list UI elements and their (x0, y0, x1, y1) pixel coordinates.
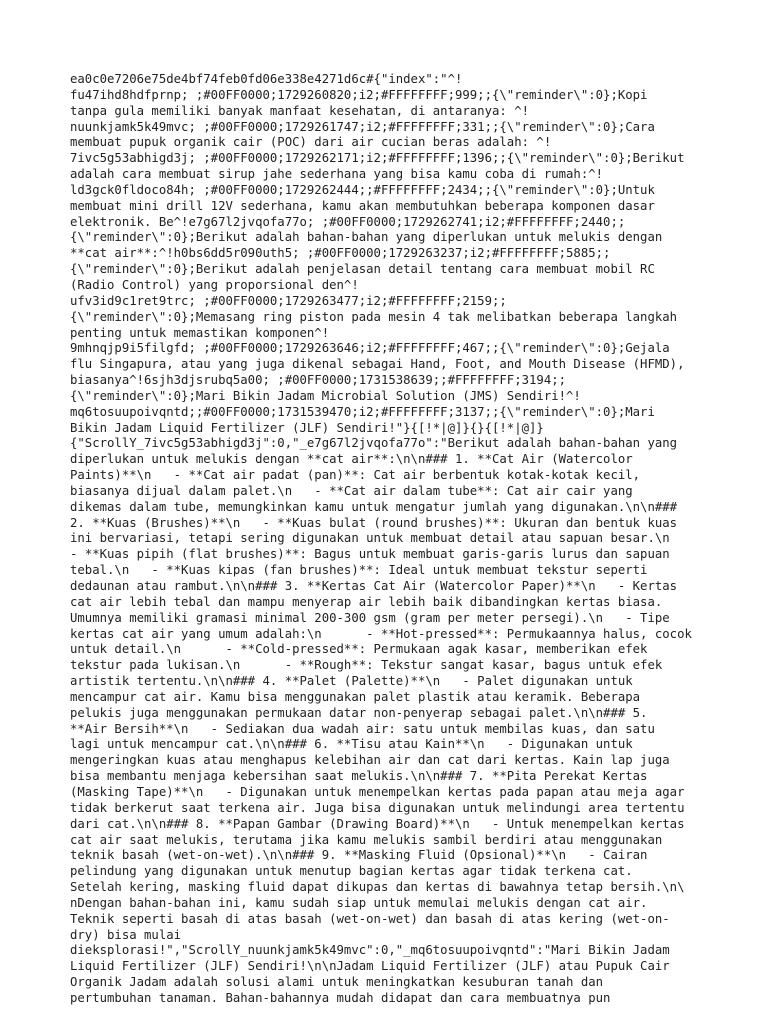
text-line: dikemas dalam tube, memungkinkan kamu untuk mengatur jumlah yang digunakan.\n\n### (70, 499, 678, 514)
text-line: nuunkjamk5k49mvc; ;#00FF0000;1729261747;i2;#FFFFFFFF;331;;{\"reminder\":0};Cara (70, 119, 655, 134)
text-line: biasanya dijual dalam palet.\n - **Cat air dalam tube**: Cat air cair yang (70, 483, 633, 498)
text-line: membuat mini drill 12V sederhana, kamu akan membutuhkan beberapa komponen dasar (70, 198, 655, 213)
text-line: Teknik seperti basah di atas basah (wet-on-wet) dan basah di atas kering (wet-on- (70, 911, 670, 926)
text-line: Liquid Fertilizer (JLF) Sendiri!\n\nJadam Liquid Fertilizer (JLF) atau Pupuk Cair (70, 959, 670, 974)
text-line: kertas cat air yang umum adalah:\n - **Hot-pressed**: Permukaannya halus, cocok (70, 626, 692, 641)
text-line: cat air lebih tebal dan mampu menyerap air lebih baik dibandingkan kertas biasa. (70, 594, 663, 609)
text-line: pelindung yang digunakan untuk menutup bagian kertas agar tidak terkena cat. (70, 864, 633, 879)
text-line: pertumbuhan tanaman. Bahan-bahannya mudah didapat dan cara membuatnya pun (70, 990, 611, 1005)
text-line: lagi untuk mencampur cat.\n\n### 6. **Tisu atau Kain**\n - Digunakan untuk (70, 737, 633, 752)
text-line: mencampur cat air. Kamu bisa menggunakan palet plastik atau keramik. Beberapa (70, 689, 641, 704)
text-line: dari cat.\n\n### 8. **Papan Gambar (Drawing Board)**\n - Untuk menempelkan kertas (70, 816, 685, 831)
text-line: - **Kuas pipih (flat brushes)**: Bagus untuk membuat garis-garis lurus dan sapuan (70, 547, 670, 562)
text-line: ea0c0e7206e75de4bf74feb0fd06e338e4271d6c#{"index":"^! (70, 72, 463, 86)
text-line: mq6tosuupoivqntd;;#00FF0000;1731539470;i2;#FFFFFFFF;3137;;{\"reminder\":0};Mari (70, 404, 655, 419)
text-line: 7ivc5g53abhigd3j; ;#00FF0000;1729262171;i2;#FFFFFFFF;1396;;{\"reminder\":0};Berikut (70, 151, 685, 166)
text-line: untuk detail.\n - **Cold-pressed**: Permukaan agak kasar, memberikan efek (70, 642, 648, 657)
text-line: Bikin Jadam Liquid Fertilizer (JLF) Sendiri!"}{[!*|@]}{}{[!*|@]} (70, 420, 544, 435)
text-line: {"ScrollY_7ivc5g53abhigd3j":0,"_e7g67l2jvqofa77o":"Berikut adalah bahan-bahan yang (70, 436, 678, 451)
text-line: **cat air**:^!h0bs6dd5r090uth5; ;#00FF0000;1729263237;i2;#FFFFFFFF;5885;; (70, 246, 611, 261)
text-line: penting untuk memastikan komponen^! (70, 325, 330, 340)
text-line: tebal.\n - **Kuas kipas (fan brushes)**: Ideal untuk membuat tekstur seperti (70, 563, 648, 578)
text-line: flu Singapura, atau yang juga dikenal sebagai Hand, Foot, and Mouth Disease (HFMD), (70, 357, 685, 372)
text-line: dry) bisa mulai (70, 927, 182, 942)
text-line: pelukis juga menggunakan permukaan datar non-penyerap sebagai palet.\n\n### 5. (70, 705, 648, 720)
text-line: ini bervariasi, tetapi sering digunakan untuk membuat detail atau sapuan besar.\n (70, 531, 670, 546)
text-line: cat air saat melukis, terutama jika kamu melukis sambil berdiri atau menggunakan (70, 832, 663, 847)
text-line: tanpa gula memiliki banyak manfaat kesehatan, di antaranya: ^! (70, 103, 530, 118)
text-line: (Masking Tape)**\n - Digunakan untuk menempelkan kertas pada papan atau meja agar (70, 784, 685, 799)
text-line: Umumnya memiliki gramasi minimal 200-300 gsm (gram per meter persegi).\n - Tipe (70, 610, 670, 625)
text-line: **Air Bersih**\n - Sediakan dua wadah air: satu untuk membilas kuas, dan satu (70, 721, 655, 736)
text-line: teknik basah (wet-on-wet).\n\n### 9. **Masking Fluid (Opsional)**\n - Cairan (70, 848, 648, 863)
text-line: diperlukan untuk melukis dengan **cat air**:\n\n### 1. **Cat Air (Watercolor (70, 452, 633, 467)
text-line: (Radio Control) yang proporsional den^! (70, 277, 359, 292)
text-line: {\"reminder\":0};Berikut adalah bahan-bahan yang diperlukan untuk melukis dengan (70, 230, 663, 245)
text-line: ufv3id9c1ret9trc; ;#00FF0000;1729263477;i2;#FFFFFFFF;2159;; (70, 293, 507, 308)
raw-text-content (70, 72, 710, 1007)
text-line: adalah cara membuat sirup jahe sederhana yang bisa kamu coba di rumah:^! (70, 167, 604, 182)
text-line: tidak berkerut saat terkena air. Juga bisa digunakan untuk melindungi area tertentu (70, 800, 685, 815)
text-line: bisa membantu menjaga kebersihan saat melukis.\n\n### 7. **Pita Perekat Kertas (70, 769, 648, 784)
text-line: tekstur pada lukisan.\n - **Rough**: Tekstur sangat kasar, bagus untuk efek (70, 658, 663, 673)
text-line: {\"reminder\":0};Berikut adalah penjelasan detail tentang cara membuat mobil RC (70, 262, 655, 277)
text-line: membuat pupuk organik cair (POC) dari air cucian beras adalah: ^! (70, 135, 552, 150)
text-line: dieksplorasi!","ScrollY_nuunkjamk5k49mvc":0,"_mq6tosuupoivqntd":"Mari Bikin Jadam (70, 943, 670, 958)
text-line: Setelah kering, masking fluid dapat dikupas dan kertas di bawahnya tetap bersih.\n\ (70, 880, 685, 895)
text-line: Organik Jadam adalah solusi alami untuk meningkatkan kesuburan tanah dan (70, 975, 604, 990)
text-line: {\"reminder\":0};Memasang ring piston pada mesin 4 tak melibatkan beberapa langkah (70, 309, 678, 324)
text-line: 2. **Kuas (Brushes)**\n - **Kuas bulat (round brushes)**: Ukuran dan bentuk kuas (70, 515, 678, 530)
text-line: dedaunan atau rambut.\n\n### 3. **Kertas Cat Air (Watercolor Paper)**\n - Kertas (70, 579, 678, 593)
text-line: fu47ihd8hdfprnp; ;#00FF0000;1729260820;i2;#FFFFFFFF;999;;{\"reminder\":0};Kopi (70, 87, 648, 102)
text-line: elektronik. Be^!e7g67l2jvqofa77o; ;#00FF0000;1729262741;i2;#FFFFFFFF;2440;; (70, 214, 626, 229)
text-line: nDengan bahan-bahan ini, kamu sudah siap untuk memulai melukis dengan cat air. (70, 895, 648, 910)
text-line: biasanya^!6sjh3djsrubq5a00; ;#00FF0000;1731538639;;#FFFFFFFF;3194;; (70, 373, 567, 388)
text-line: {\"reminder\":0};Mari Bikin Jadam Microbial Solution (JMS) Sendiri!^! (70, 388, 581, 403)
text-line: 9mhnqjp9i5filgfd; ;#00FF0000;1729263646;i2;#FFFFFFFF;467;;{\"reminder\":0};Gejala (70, 341, 670, 356)
text-line: mengeringkan kuas atau menghapus kelebihan air dan cat dari kertas. Kain lap juga (70, 753, 670, 768)
text-line: artistik tertentu.\n\n### 4. **Palet (Palette)**\n - Palet digunakan untuk (70, 674, 633, 689)
text-line: ld3gck0fldoco84h; ;#00FF0000;1729262444;;#FFFFFFFF;2434;;{\"reminder\":0};Untuk (70, 182, 655, 197)
text-line: Paints)**\n - **Cat air padat (pan)**: Cat air berbentuk kotak-kotak kecil, (70, 468, 641, 483)
